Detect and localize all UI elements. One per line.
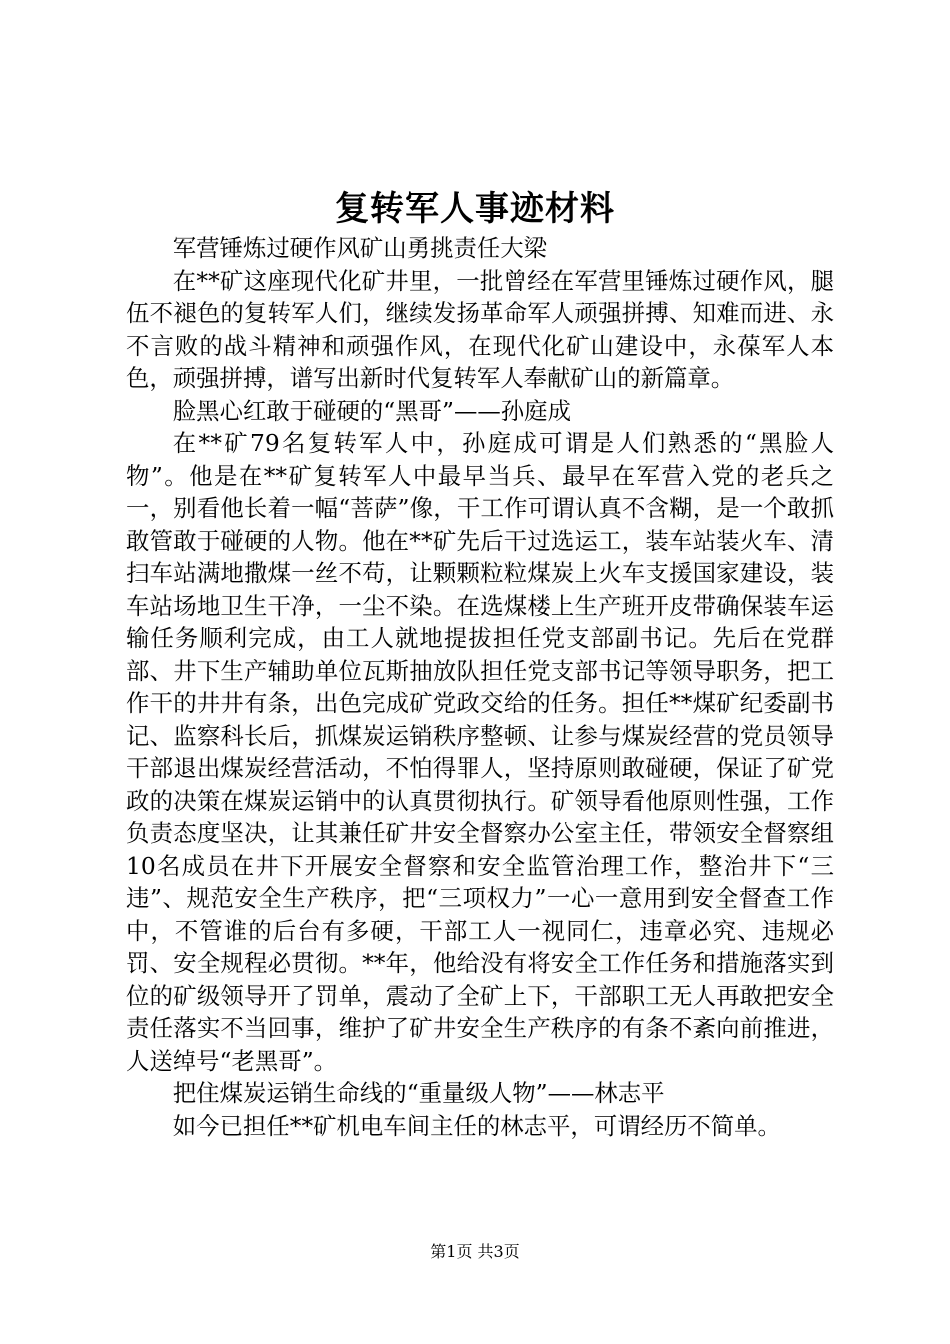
document-title: 复转军人事迹材料 [335,189,615,229]
body-paragraph: 在**矿这座现代化矿井里，一批曾经在军营里锤炼过硬作风，腿伍不褪色的复转军人们，继续发扬革命军人顽强拼搏、知难而进、永不言败的战斗精神和顽强作风，在现代化矿山建设中，永葆军人本色，顽强拼搏，谱写出新时代复转军人奉献矿山的新篇章。 [126,266,834,392]
section-heading: 脸黑心红敢于碰硬的“黑哥”——孙庭成 [172,396,571,425]
body-paragraph: 在**矿79名复转军人中，孙庭成可谓是人们熟悉的“黑脸人物”。他是在**矿复转军人中最早当兵、最早在军营入党的老兵之一，别看他长着一幅“菩萨”像，干工作可谓认真不含糊，是一个敢抓敢管敢于碰硬的人物。他在**矿先后干过选运工，装车站装火车、清扫车站满地撒煤一丝不苟，让颗颗粒粒煤炭上火车支援国家建设，装车站场地卫生干净，一尘不染。在选煤楼上生产班开皮带确保装车运输任务顺利完成，由工人就地提拔担任党支部副书记。先后在党群部、井下生产辅助单位瓦斯抽放队担任党支部书记等领导职务，把工作干的井井有条，出色完成矿党政交给的任务。担任**煤矿纪委副书记、监察科长后，抓煤炭运销秩序整顿、让参与煤炭经营的党员领导干部退出煤炭经营活动，不怕得罪人，坚持原则敢碰硬，保证了矿党政的决策在煤炭运销中的认真贯彻执行。矿领导看他原则性强，工作负责态度坚决，让其兼任矿井安全督察办公室主任，带领安全督察组10名成员在井下开展安全督察和安全监管治理工作，整治井下“三违”、规范安全生产秩序，把“三项权力”一心一意用到安全督查工作中，不管谁的后台有多硬，干部工人一视同仁，违章必究、违规必罚、安全规程必贯彻。**年，他给没有将安全工作任务和措施落实到位的矿级领导开了罚单，震动了全矿上下，干部职工无人再敢把安全责任落实不当回事，维护了矿井安全生产秩序的有条不紊向前推进，人送绰号“老黑哥”。 [126,429,834,1075]
section-subtitle: 军营锤炼过硬作风矿山勇挑责任大梁 [172,234,548,262]
document-body [126,232,834,1142]
page-number: 第1页 共3页 [430,1242,520,1261]
section-heading: 把住煤炭运销生命线的“重量级人物”——林志平 [172,1079,665,1107]
body-paragraph: 如今已担任**矿机电车间主任的林志平，可谓经历不简单。 [172,1111,781,1140]
